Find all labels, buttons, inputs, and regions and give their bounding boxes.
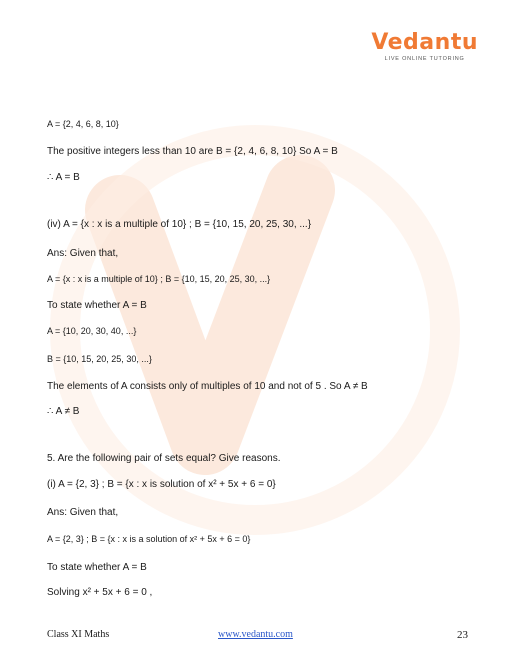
positive-integers-line: The positive integers less than 10 are B = {2, 4, 6, 8, 10} So A = B (47, 146, 338, 157)
vedantu-logo (371, 32, 478, 62)
question-iv-heading: (iv) A = {x : x is a multiple of 10} ; B = {10, 15, 20, 25, 30, ...} (47, 219, 312, 230)
footer-website-link[interactable]: www.vedantu.com (218, 629, 293, 640)
elements-explanation: The elements of A consists only of multiples of 10 and not of 5 . So A ≠ B (47, 381, 368, 392)
set-b-elements: B = {10, 15, 20, 25, 30, ...} (47, 354, 152, 364)
answer-label: Ans: Given that, (47, 248, 119, 259)
answer-label-2: Ans: Given that, (47, 507, 119, 518)
question-5-heading: 5. Are the following pair of sets equal? Give reasons. (47, 453, 281, 464)
set-a-line: A = {2, 4, 6, 8, 10} (47, 119, 119, 129)
given-sets-line-2: A = {2, 3} ; B = {x : x is a solution of x² + 5x + 6 = 0} (47, 534, 251, 544)
state-whether-line: To state whether A = B (47, 300, 147, 311)
question-5i: (i) A = {2, 3} ; B = {x : x is solution of x² + 5x + 6 = 0} (47, 479, 276, 490)
given-sets-line: A = {x : x is a multiple of 10} ; B = {10, 15, 20, 25, 30, ...} (47, 274, 271, 284)
page-number: 23 (457, 629, 468, 641)
conclusion-line: ∴ A = B (47, 172, 80, 183)
not-equal-conclusion: ∴ A ≠ B (47, 406, 80, 417)
state-whether-line-2: To state whether A = B (47, 562, 147, 573)
logo-brand: Vedantu (371, 30, 478, 55)
logo-tagline: LIVE ONLINE TUTORING (384, 56, 465, 62)
solving-line: Solving x² + 5x + 6 = 0 , (47, 587, 153, 598)
set-a-elements: A = {10, 20, 30, 40, ...} (47, 326, 137, 336)
footer-class: Class XI Maths (47, 629, 110, 640)
